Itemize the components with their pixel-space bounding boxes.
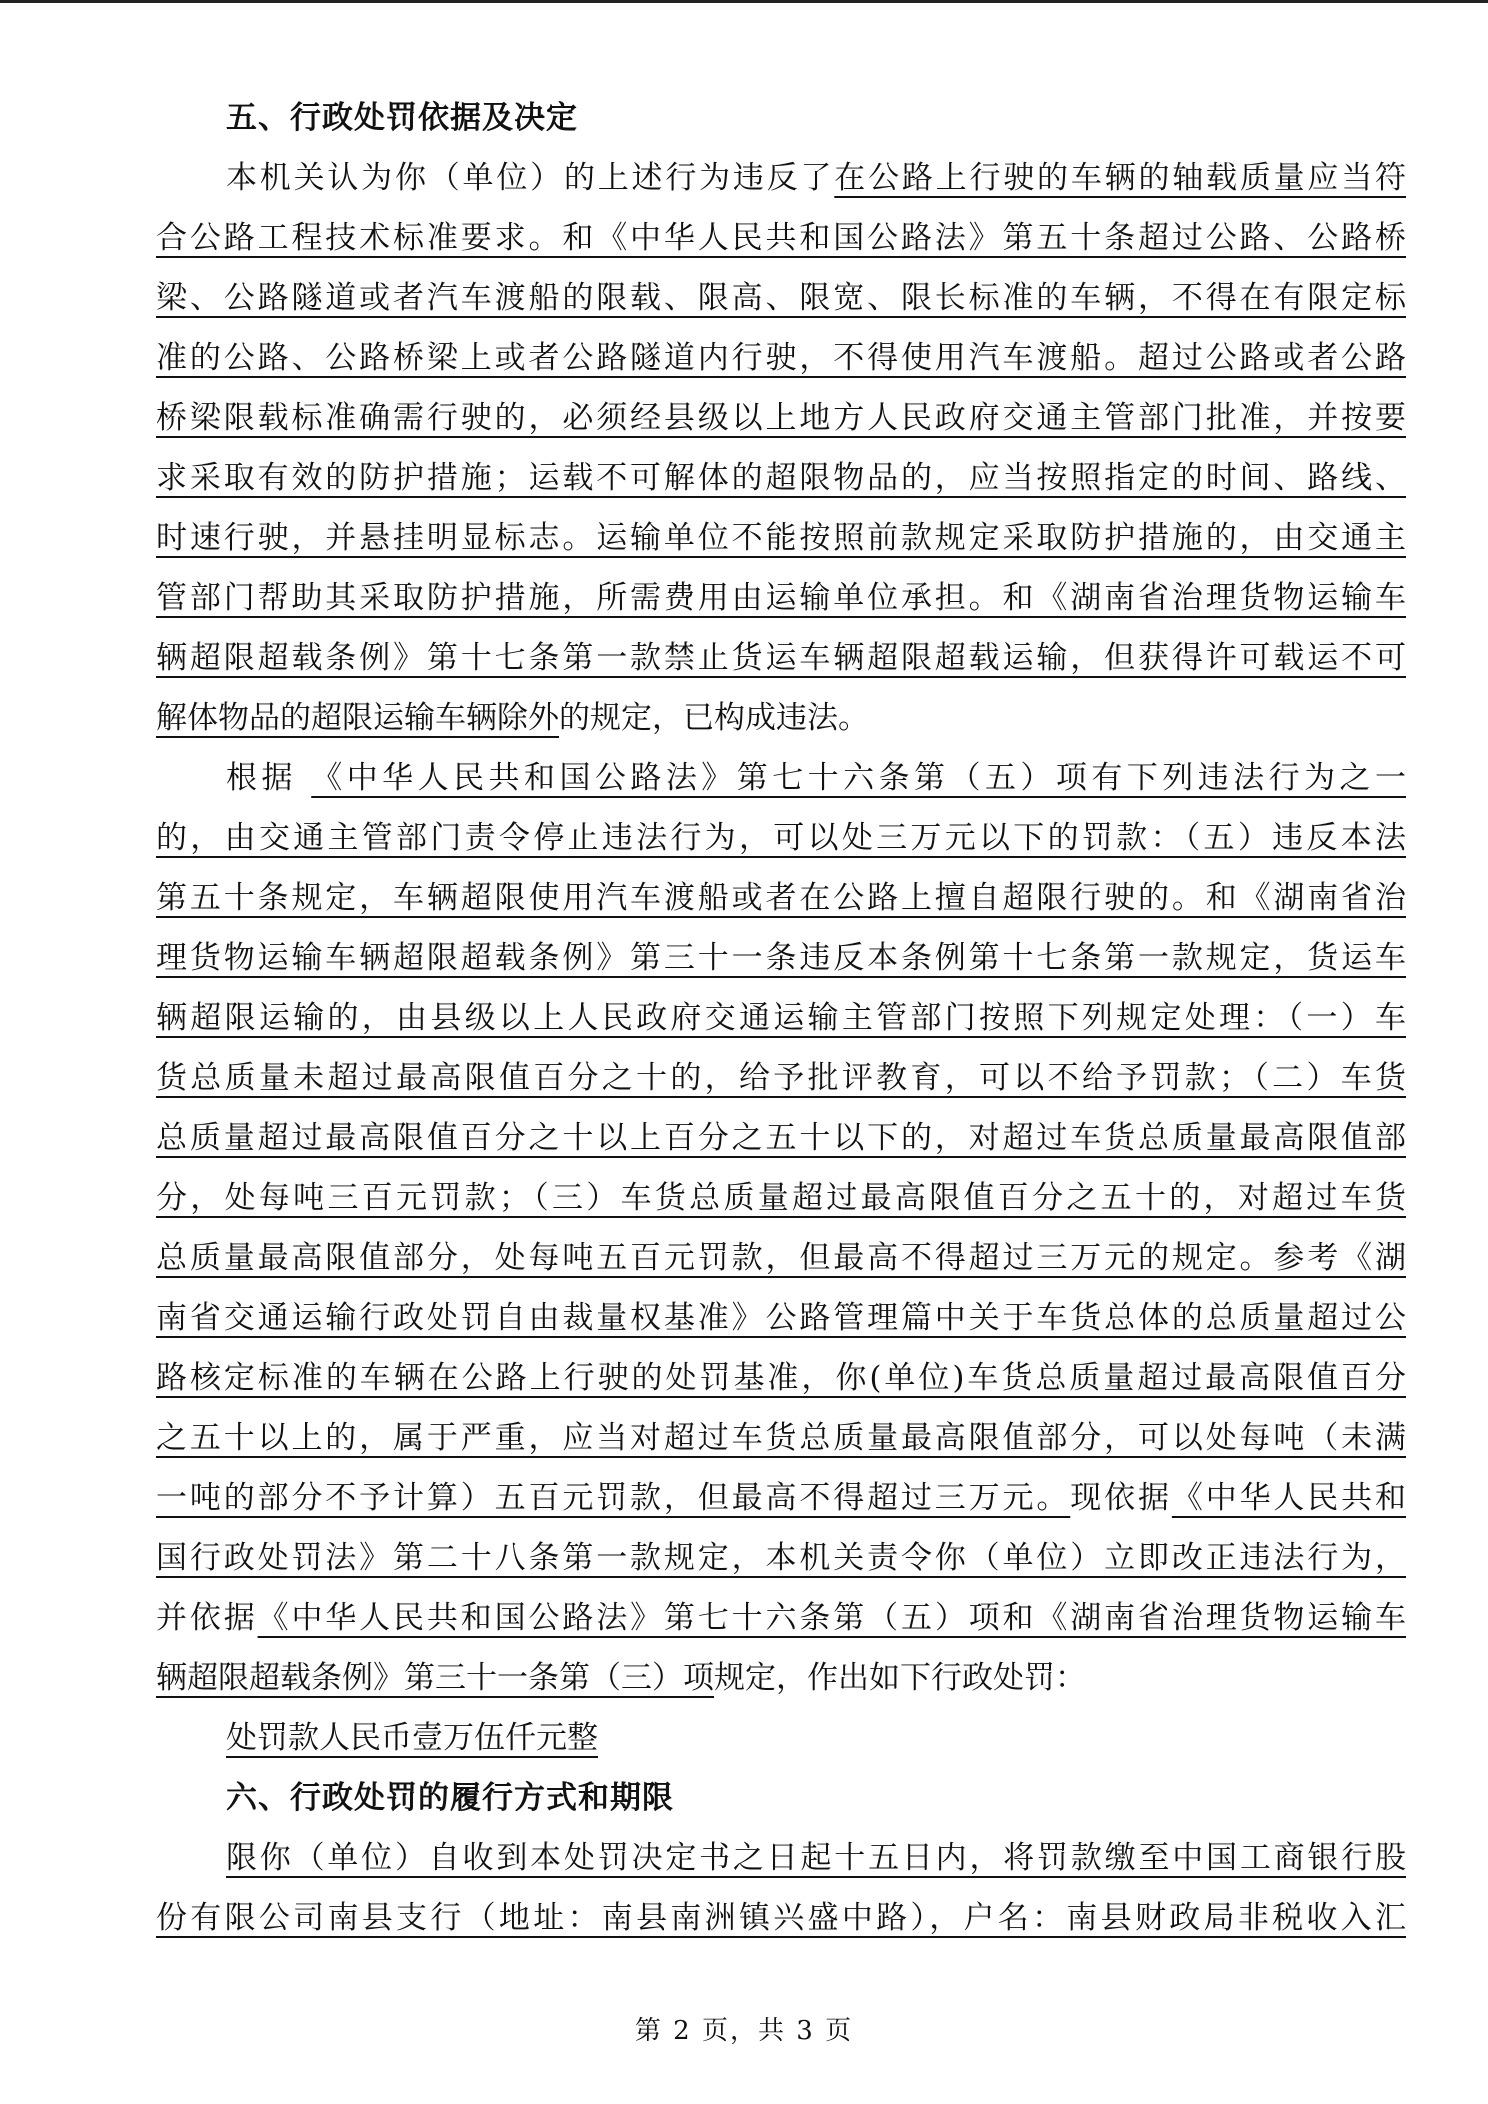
- text-line: [156, 1588, 1406, 1648]
- text-line: [156, 448, 1406, 508]
- text-line: [156, 1168, 1406, 1228]
- underlined-text: 限你（单位）自收到本处罚决定书之日起十五日内，将罚款缴至中国工商银行股: [226, 1840, 1406, 1876]
- text-line: [156, 1048, 1406, 1108]
- underlined-text: 分，处每吨三百元罚款；（三）车货总质量超过最高限值百分之五十的，对超过车货: [156, 1180, 1406, 1216]
- underlined-text: 合公路工程技术标准要求。和《中华人民共和国公路法》第五十条超过公路、公路桥: [156, 220, 1406, 256]
- text-line: [156, 1348, 1406, 1408]
- text-line: [156, 1468, 1406, 1528]
- underlined-text: 份有限公司南县支行（地址：南县南洲镇兴盛中路），户名：南县财政局非税收入汇: [156, 1900, 1406, 1936]
- plain-text: 并依据: [156, 1600, 258, 1636]
- underlined-text: 《中华人民共和国公路法》第七十六条第（五）项有下列违法行为之一: [311, 760, 1406, 796]
- underlined-text: 梁、公路隧道或者汽车渡船的限载、限高、限宽、限长标准的车辆，不得在有限定标: [156, 280, 1406, 316]
- underlined-text: 的，由交通主管部门责令停止违法行为，可以处三万元以下的罚款：（五）违反本法: [156, 820, 1406, 856]
- underlined-text: 第五十条规定，车辆超限使用汽车渡船或者在公路上擅自超限行驶的。和《湖南省治: [156, 880, 1406, 916]
- text-line: [156, 1108, 1406, 1168]
- text-line: [156, 328, 1406, 388]
- section6-payment-paragraph: [156, 1828, 1406, 1948]
- section5-heading: 五、行政处罚依据及决定: [226, 100, 578, 136]
- underlined-text: 《中华人民共和国公路法》第七十六条第（五）项和《湖南省治理货物运输车: [257, 1600, 1407, 1636]
- underlined-text: 准的公路、公路桥梁上或者公路隧道内行驶，不得使用汽车渡船。超过公路或者公路: [156, 340, 1406, 376]
- penalty-amount-line: [156, 1708, 1406, 1768]
- underlined-text: 管部门帮助其采取防护措施，所需费用由运输单位承担。和《湖南省治理货物运输车: [156, 580, 1406, 616]
- text-line: [156, 928, 1406, 988]
- text-line: [156, 268, 1406, 328]
- plain-text: 根据: [226, 760, 312, 796]
- text-line: [156, 748, 1406, 808]
- underlined-text: 在公路上行驶的车辆的轴载质量应当符: [834, 160, 1407, 196]
- underlined-text: 辆超限超载条例》第三十一条第（三）项: [156, 1660, 714, 1696]
- underlined-text: 解体物品的超限运输车辆除外: [156, 700, 559, 736]
- text-line: [156, 688, 1406, 748]
- underlined-text: 货总质量未超过最高限值百分之十的，给予批评教育，可以不给予罚款；（二）车货: [156, 1060, 1406, 1096]
- plain-text: 的规定，已构成违法。: [559, 700, 869, 736]
- text-line: [156, 568, 1406, 628]
- text-line: [156, 388, 1406, 448]
- top-border: [0, 0, 1488, 3]
- text-line: [156, 1288, 1406, 1348]
- plain-text: 本机关认为你（单位）的上述行为违反了: [226, 160, 835, 196]
- underlined-text: 辆超限运输的，由县级以上人民政府交通运输主管部门按照下列规定处理：（一）车: [156, 1000, 1406, 1036]
- text-line: [156, 1228, 1406, 1288]
- underlined-text: 之五十以上的，属于严重，应当对超过车货总质量最高限值部分，可以处每吨（未满: [156, 1420, 1406, 1456]
- page-number: 第 2 页，共 3 页: [634, 2016, 854, 2046]
- underlined-text: 时速行驶，并悬挂明显标志。运输单位不能按照前款规定采取防护措施的，由交通主: [156, 520, 1406, 556]
- text-line: [156, 628, 1406, 688]
- text-line: [156, 1408, 1406, 1468]
- underlined-text: 理货物运输车辆超限超载条例》第三十一条违反本条例第十七条第一款规定，货运车: [156, 940, 1406, 976]
- text-line: [156, 208, 1406, 268]
- text-line: [156, 508, 1406, 568]
- section5-penalty-basis-paragraph: [156, 748, 1406, 1708]
- underlined-text: 桥梁限载标准确需行驶的，必须经县级以上地方人民政府交通主管部门批准，并按要: [156, 400, 1406, 436]
- text-line: [156, 988, 1406, 1048]
- underlined-text: 《中华人民共和: [1171, 1480, 1407, 1516]
- underlined-text: 求采取有效的防护措施；运载不可解体的超限物品的，应当按照指定的时间、路线、: [156, 460, 1406, 496]
- section6-heading: 六、行政处罚的履行方式和期限: [226, 1780, 674, 1816]
- document-body: [156, 88, 1406, 1948]
- text-line: [156, 1888, 1406, 1948]
- plain-text: 规定，作出如下行政处罚：: [714, 1660, 1086, 1696]
- text-line: [156, 808, 1406, 868]
- section5-violation-paragraph: [156, 148, 1406, 748]
- text-line: [156, 148, 1406, 208]
- text-line: [156, 1528, 1406, 1588]
- underlined-text: 辆超限超载条例》第十七条第一款禁止货运车辆超限超载运输，但获得许可载运不可: [156, 640, 1406, 676]
- underlined-text: 路核定标准的车辆在公路上行驶的处罚基准，你(单位)车货总质量超过最高限值百分: [156, 1360, 1406, 1396]
- plain-text: 现依据: [1070, 1480, 1172, 1516]
- text-line: [156, 1828, 1406, 1888]
- underlined-text: 一吨的部分不予计算）五百元罚款，但最高不得超过三万元。: [156, 1480, 1071, 1516]
- underlined-text: 国行政处罚法》第二十八条第一款规定，本机关责令你（单位）立即改正违法行为，: [156, 1540, 1406, 1576]
- text-line: [156, 1648, 1406, 1708]
- underlined-text: 总质量超过最高限值百分之十以上百分之五十以下的，对超过车货总质量最高限值部: [156, 1120, 1406, 1156]
- underlined-text: 总质量最高限值部分，处每吨五百元罚款，但最高不得超过三万元的规定。参考《湖: [156, 1240, 1406, 1276]
- penalty-amount-paragraph: [156, 1708, 1406, 1768]
- penalty-amount: 处罚款人民币壹万伍仟元整: [226, 1720, 598, 1756]
- underlined-text: 南省交通运输行政处罚自由裁量权基准》公路管理篇中关于车货总体的总质量超过公: [156, 1300, 1406, 1336]
- text-line: [156, 868, 1406, 928]
